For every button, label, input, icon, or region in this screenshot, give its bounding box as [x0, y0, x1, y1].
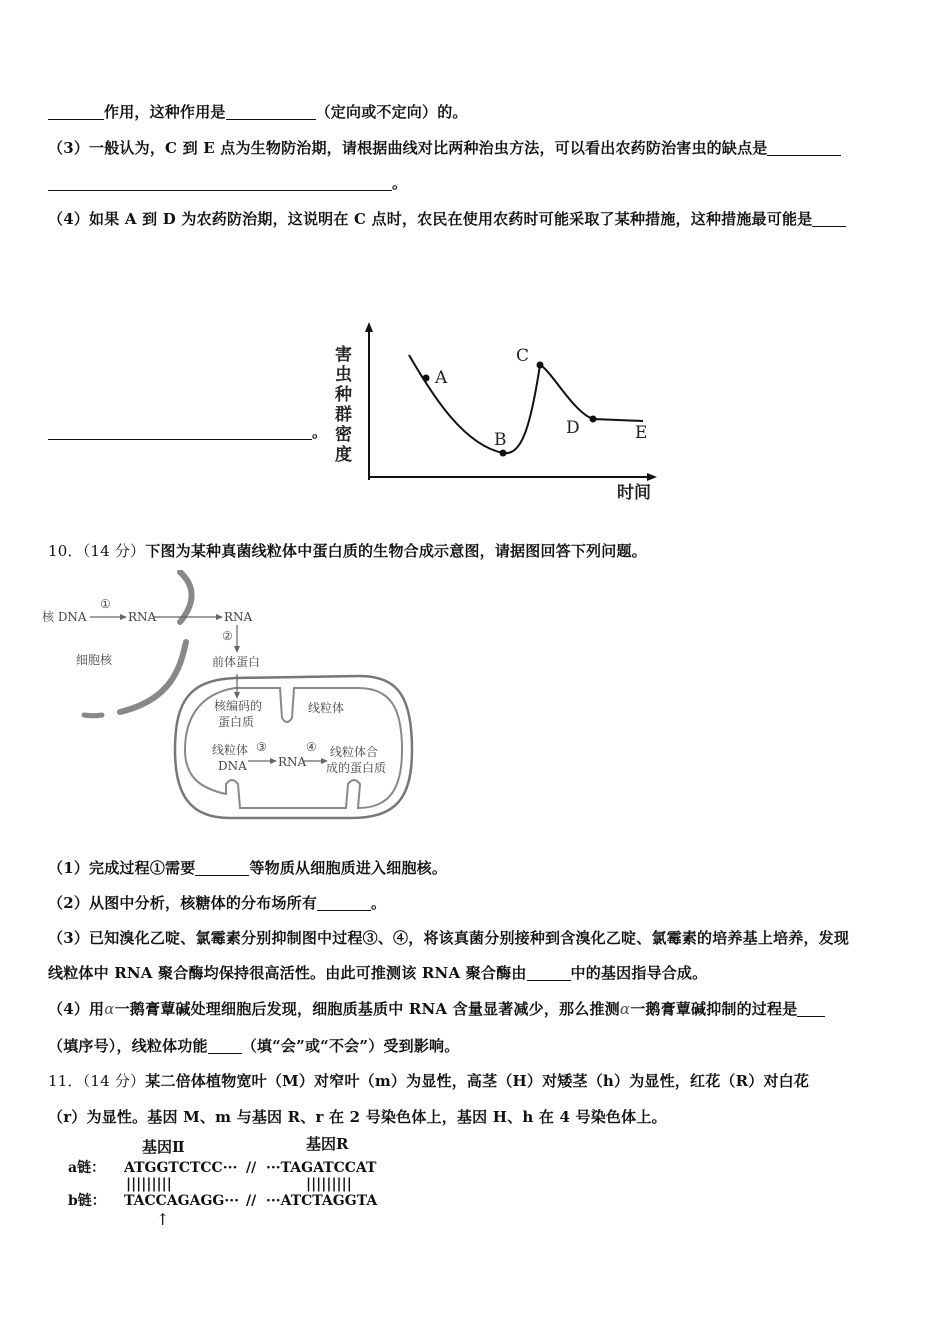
q9-line3-end: 。 [392, 174, 408, 192]
y-axis [365, 322, 373, 480]
mito-dna-label: 线粒体 [212, 743, 249, 757]
precursor-protein-label: 前体蛋白 [212, 655, 261, 669]
gene-r-label: 基因R [306, 1135, 349, 1153]
step4-label: ④ [306, 740, 317, 754]
q9-line2-text: （3）一般认为，C 到 E 点为生物防治期，请根据曲线对比两种治虫方法，可以看出农药防治害虫的缺点是 [48, 139, 768, 157]
label-e: E [635, 423, 648, 443]
q10-s3-text: （3）已知溴化乙啶、氯霉素分别抑制图中过程③、④，将该真菌分别接种到含溴化乙啶、氯霉素的培养基上培养，发现 [48, 929, 850, 947]
rna2-label: RNA [224, 610, 253, 624]
rna1-label: RNA [128, 610, 157, 624]
q9-line1-text-b: （定向或不定向）的。 [315, 103, 468, 121]
label-b: B [494, 430, 507, 450]
gene-m-label: 基因Ⅱ [142, 1138, 185, 1156]
q10-s4b-text-b: （填“会”或“不会”）受到影响。 [241, 1037, 460, 1055]
arrow-step2 [234, 625, 240, 653]
answer-blank[interactable] [195, 859, 249, 876]
answer-blank[interactable] [317, 894, 371, 911]
label-c: C [516, 346, 530, 366]
ylabel-char: 群 [335, 405, 352, 425]
nucleus-label: 细胞核 [76, 653, 113, 667]
q11-stem-text: 某二倍体植物宽叶（M）对窄叶（m）为显性，高茎（H）对矮茎（h）为显性，红花（R）对白花 [145, 1072, 810, 1090]
nuclear-protein-label: 核编码的 [214, 699, 263, 713]
q10-stem-text: 下图为某种真菌线粒体中蛋白质的生物合成示意图，请据图回答下列问题。 [145, 542, 647, 560]
q10-s4-text-b: 一鹅膏蕈碱处理细胞后发现，细胞质基质中 RNA 含量显著减少，那么推测 [114, 1000, 620, 1018]
q11-stem [48, 1070, 809, 1091]
q9-line2 [48, 137, 841, 158]
mito-dna-label: DNA [218, 759, 247, 773]
mitochondrion-label: 线粒体 [308, 701, 345, 715]
x-axis-label: 时间 [617, 483, 651, 503]
arrow-step3 [248, 758, 277, 764]
b-chain-sequence-2: ···ATCTAGGTA [266, 1193, 378, 1209]
b-chain-sequence-1: TACCAGAGG··· [124, 1193, 240, 1209]
q10-s4b [48, 1035, 459, 1056]
answer-blank[interactable] [767, 139, 841, 156]
q10-s4b-text-a: （填序号），线粒体功能 [48, 1037, 208, 1055]
question-number: 11． [48, 1072, 83, 1090]
point-d [590, 416, 597, 423]
gene-sequence-diagram [66, 1132, 406, 1232]
ylabel-char: 度 [335, 445, 352, 465]
answer-blank[interactable] [226, 103, 316, 120]
ylabel-char: 密 [335, 425, 352, 445]
arrow-step1 [90, 614, 127, 620]
q10-s1 [48, 857, 447, 878]
q10-s3b-text-a: 线粒体中 RNA 聚合酶均保持很高活性。由此可推测该 RNA 聚合酶由 [48, 964, 527, 982]
point-b [500, 450, 507, 457]
ylabel-char: 害 [335, 345, 352, 365]
mito-protein-label: 线粒体合 [330, 745, 379, 759]
y-axis-label [334, 344, 352, 465]
hydrogen-bonds-1: ||||||||| [126, 1176, 172, 1192]
point-c [537, 362, 544, 369]
nuclear-envelope [120, 642, 186, 712]
q11-stem2 [48, 1106, 667, 1127]
a-chain-sequence-2: ···TAGATCCAT [266, 1160, 377, 1176]
q10-s3b [48, 962, 707, 983]
pest-density-graph [325, 320, 670, 505]
q10-s3b-text-b: 中的基因指导合成。 [570, 964, 708, 982]
ylabel-char: 种 [335, 385, 352, 405]
answer-blank[interactable] [527, 964, 571, 981]
hydrogen-bonds-2: ||||||||| [306, 1176, 352, 1192]
mitochondria-protein-diagram [40, 570, 420, 832]
answer-blank[interactable] [48, 174, 392, 191]
chain-a-label: a链： [68, 1160, 106, 1176]
q10-s1-text-a: （1）完成过程①需要 [48, 859, 196, 877]
b-chain-break: // [246, 1193, 257, 1209]
q9-line4-text: （4）如果 A 到 D 为农药防治期，这说明在 C 点时，农民在使用农药时可能采取了某种措施，这种措施最可能是 [48, 210, 813, 228]
x-axis [369, 473, 657, 481]
q10-s2 [48, 892, 386, 913]
q10-s4-text-c: 一鹅膏蕈碱抑制的过程是 [630, 1000, 798, 1018]
q9-line1 [48, 101, 468, 122]
q10-s2-text-b: 。 [371, 894, 387, 912]
a-chain-break: // [246, 1160, 257, 1176]
q10-s1-text-b: 等物质从细胞质进入细胞核。 [249, 859, 448, 877]
answer-blank[interactable] [48, 103, 104, 120]
q10-s2-text-a: （2）从图中分析，核糖体的分布场所有 [48, 894, 318, 912]
step2-label: ② [222, 629, 233, 643]
answer-blank[interactable] [208, 1037, 242, 1054]
q9-line5-end: 。 [312, 423, 328, 441]
rna3-label: RNA [278, 755, 307, 769]
chain-b-label: b链： [68, 1193, 106, 1209]
mito-protein-label: 成的蛋白质 [326, 761, 387, 775]
q9-line4 [48, 208, 846, 229]
question-score: （14 分） [82, 1072, 146, 1090]
nuclear-envelope [180, 572, 192, 622]
answer-blank[interactable] [797, 1000, 825, 1017]
label-a: A [435, 368, 448, 388]
ylabel-char: 虫 [335, 365, 352, 385]
q11-stem2-text: （r）为显性。基因 M、m 与基因 R、r 在 2 号染色体上，基因 H、h 在 4 号染色体上。 [48, 1108, 667, 1126]
q10-s3 [48, 927, 849, 948]
step1-label: ① [100, 597, 111, 611]
a-chain-sequence-1: ATGGTCTCC··· [124, 1160, 238, 1176]
answer-blank[interactable] [812, 210, 846, 227]
alpha-symbol: α [104, 1000, 115, 1018]
nuclear-dna-label: 核 DNA [42, 610, 87, 624]
q10-s4-text-a: （4）用 [48, 1000, 105, 1018]
step3-label: ③ [256, 740, 267, 754]
nuclear-envelope [84, 715, 102, 716]
question-number: 10． [48, 542, 83, 560]
alpha-symbol: α [619, 1000, 631, 1018]
nuclear-protein-label: 蛋白质 [218, 715, 255, 729]
mutation-arrow-icon: ↑ [156, 1210, 170, 1229]
label-d: D [566, 418, 580, 438]
answer-blank[interactable] [48, 423, 312, 440]
q10-s4 [48, 998, 825, 1019]
q9-line5 [48, 421, 327, 442]
question-score: （14 分） [82, 542, 146, 560]
q9-line3 [48, 172, 407, 193]
q9-line1-text-a: 作用，这种作用是 [104, 103, 226, 121]
point-a [423, 375, 430, 382]
q10-stem [48, 540, 647, 561]
